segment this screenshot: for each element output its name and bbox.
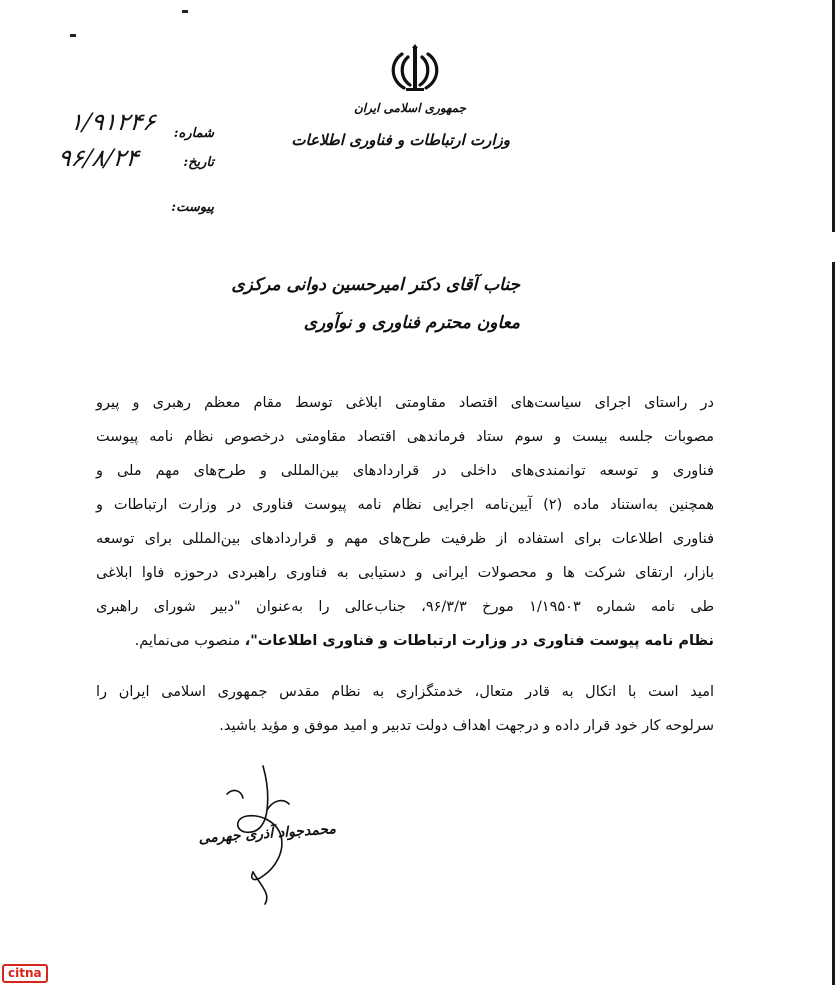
citna-watermark-logo: citna [2,964,48,983]
closing-line: سرلوحه کار خود قرار داده و درجهت اهداف دولت تدبیر و امید موفق و مؤید باشید. [219,718,714,734]
letter-date: ۹۶/۸/۲۴ [56,144,141,172]
body-line: همچنین به‌استناد ماده (۲) آیین‌نامه اجرایی نظام نامه پیوست فناوری در وزارت ارتباطات و [96,497,715,513]
date-label: تاریخ: [183,155,214,170]
number-label: شماره: [173,126,214,141]
attachment-label: پیوست: [171,200,214,215]
recipient-name: جناب آقای دکتر امیرحسین دوانی مرکزی [231,275,520,295]
body-line [96,627,714,656]
body-line-tail: منصوب می‌نمایم. [134,633,245,649]
ministry-title: وزارت ارتباطات و فناوری اطلاعات [291,131,510,149]
iran-emblem-icon [388,44,442,94]
republic-title: جمهوری اسلامی ایران [353,101,466,115]
scan-mark [70,34,76,37]
scan-mark [182,10,188,13]
body-line: فناوری اطلاعات برای استفاده از ظرفیت طرح‌های مهم و قراردادهای بین‌المللی برای توسعه [96,531,714,547]
recipient-title: معاون محترم فناوری و نوآوری [303,313,520,333]
letter-number: ۱/۹۱۲۴۶ [68,108,157,136]
body-line: در راستای اجرای سیاست‌های اقتصاد مقاومتی ابلاغی توسط مقام معظم رهبری و پیرو [96,395,714,411]
body-line: طی نامه شماره ۱/۱۹۵۰۳ مورخ ۹۶/۳/۳، جناب‌عالی را به‌عنوان "دبیر شورای راهبری [96,599,715,615]
body-line: مصوبات جلسه بیست و سوم ستاد فرماندهی اقتصاد مقاومتی درخصوص نظام نامه پیوست [96,429,714,445]
closing-line: امید است با اتکال به قادر متعال، خدمتگزاری به نظام مقدس جمهوری اسلامی ایران را [96,684,714,700]
body-line: بازار، ارتقای شرکت ها و محصولات ایرانی و دستیابی به فناوری راهبردی درحوزه فاوا ابلاغی [96,565,714,581]
body-line: فناوری و توسعه توانمندی‌های داخلی در قراردادهای بین‌المللی و طرح‌های مهم ملی و [96,463,714,479]
signer-name: محمدجواد آذری جهرمی [198,821,337,847]
council-title: نظام نامه پیوست فناوری در وزارت ارتباطات و فناوری اطلاعات"، [244,633,714,649]
